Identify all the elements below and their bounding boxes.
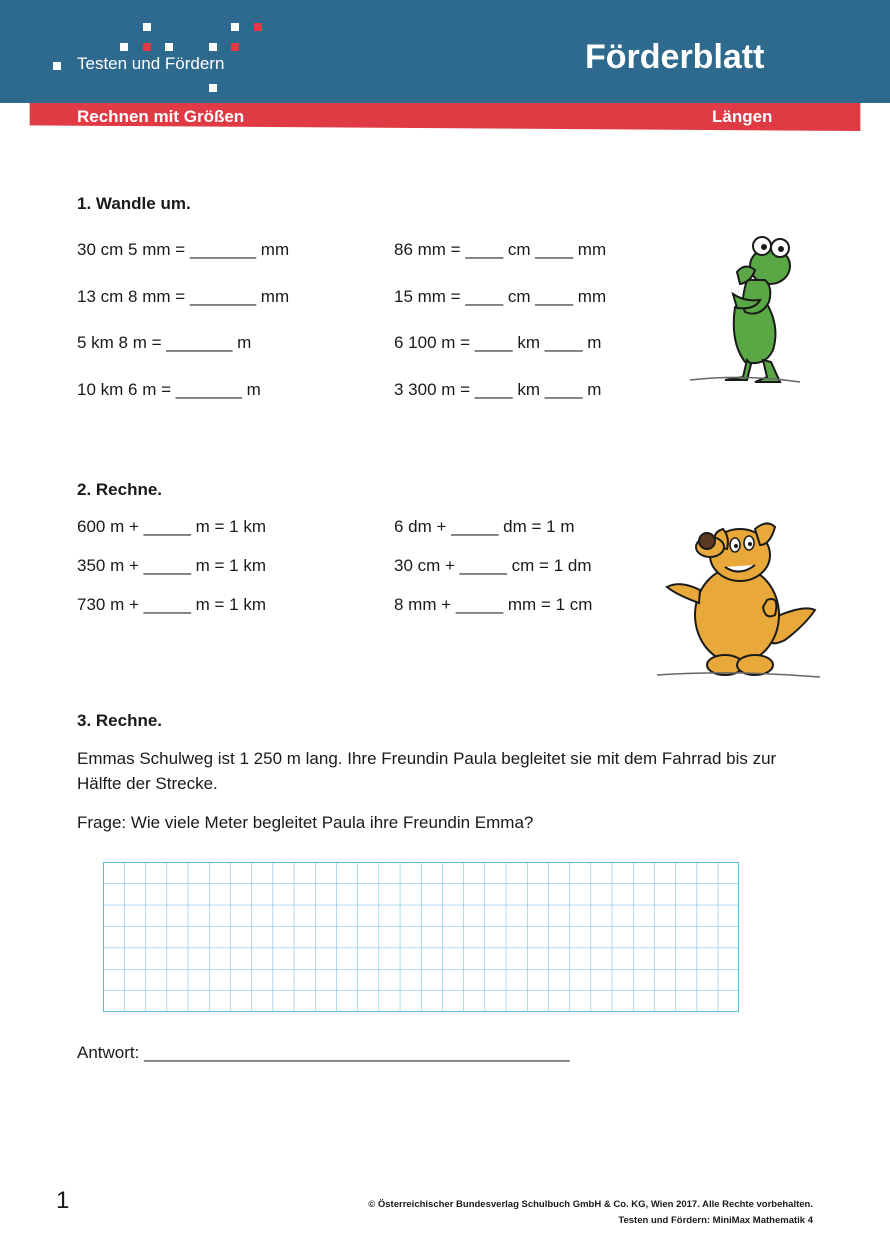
frog-illustration — [685, 232, 805, 392]
answer-row[interactable] — [77, 1043, 570, 1063]
task2-heading: 2. Rechne. — [77, 480, 163, 499]
task1-right-1: 86 mm = ____ cm ____ mm — [394, 240, 607, 259]
brand-name: Testen und Fördern — [77, 54, 225, 73]
answer-line[interactable]: _____________________________________________ — [144, 1043, 570, 1062]
task1-left-1: 30 cm 5 mm = _______ mm — [77, 240, 290, 259]
header-bar — [0, 0, 890, 103]
topic-label: Längen — [712, 107, 773, 126]
task1-left-2: 13 cm 8 mm = _______ mm — [77, 287, 290, 306]
task1-left-4: 10 km 6 m = _______ m — [77, 380, 261, 399]
series-text: Testen und Fördern: MiniMax Mathematik 4 — [618, 1215, 813, 1226]
task2-right-2: 30 cm + _____ cm = 1 dm — [394, 556, 592, 575]
task2-left-3: 730 m + _____ m = 1 km — [77, 595, 266, 614]
task3-question: Frage: Wie viele Meter begleitet Paula ihre Freundin Emma? — [77, 813, 534, 832]
task2-right-1: 6 dm + _____ dm = 1 m — [394, 517, 575, 536]
task1-right-2: 15 mm = ____ cm ____ mm — [394, 287, 607, 306]
task3-heading: 3. Rechne. — [77, 711, 163, 730]
task1-right-4: 3 300 m = ____ km ____ m — [394, 380, 602, 399]
task1-right-3: 6 100 m = ____ km ____ m — [394, 333, 602, 352]
task3-text: Emmas Schulweg ist 1 250 m lang. Ihre Freundin Paula begleitet sie mit dem Fahrrad bis zur Hälfte der Strecke. — [77, 749, 777, 793]
copyright-text: © Österreichischer Bundesverlag Schulbuch GmbH & Co. KG, Wien 2017. Alle Rechte vorbehalten. — [368, 1199, 813, 1210]
calculation-grid[interactable] — [103, 862, 739, 1012]
task1-heading: 1. Wandle um. — [77, 194, 191, 213]
subject-label: Rechnen mit Größen — [77, 107, 245, 126]
task1-left-3: 5 km 8 m = _______ m — [77, 333, 252, 352]
page-title: Förderblatt — [585, 38, 765, 76]
task2-left-1: 600 m + _____ m = 1 km — [77, 517, 266, 536]
task2-right-3: 8 mm + _____ mm = 1 cm — [394, 595, 593, 614]
answer-label: Antwort: — [77, 1043, 145, 1062]
task2-left-2: 350 m + _____ m = 1 km — [77, 556, 266, 575]
dog-illustration — [655, 515, 825, 685]
page-number: 1 — [56, 1187, 70, 1214]
